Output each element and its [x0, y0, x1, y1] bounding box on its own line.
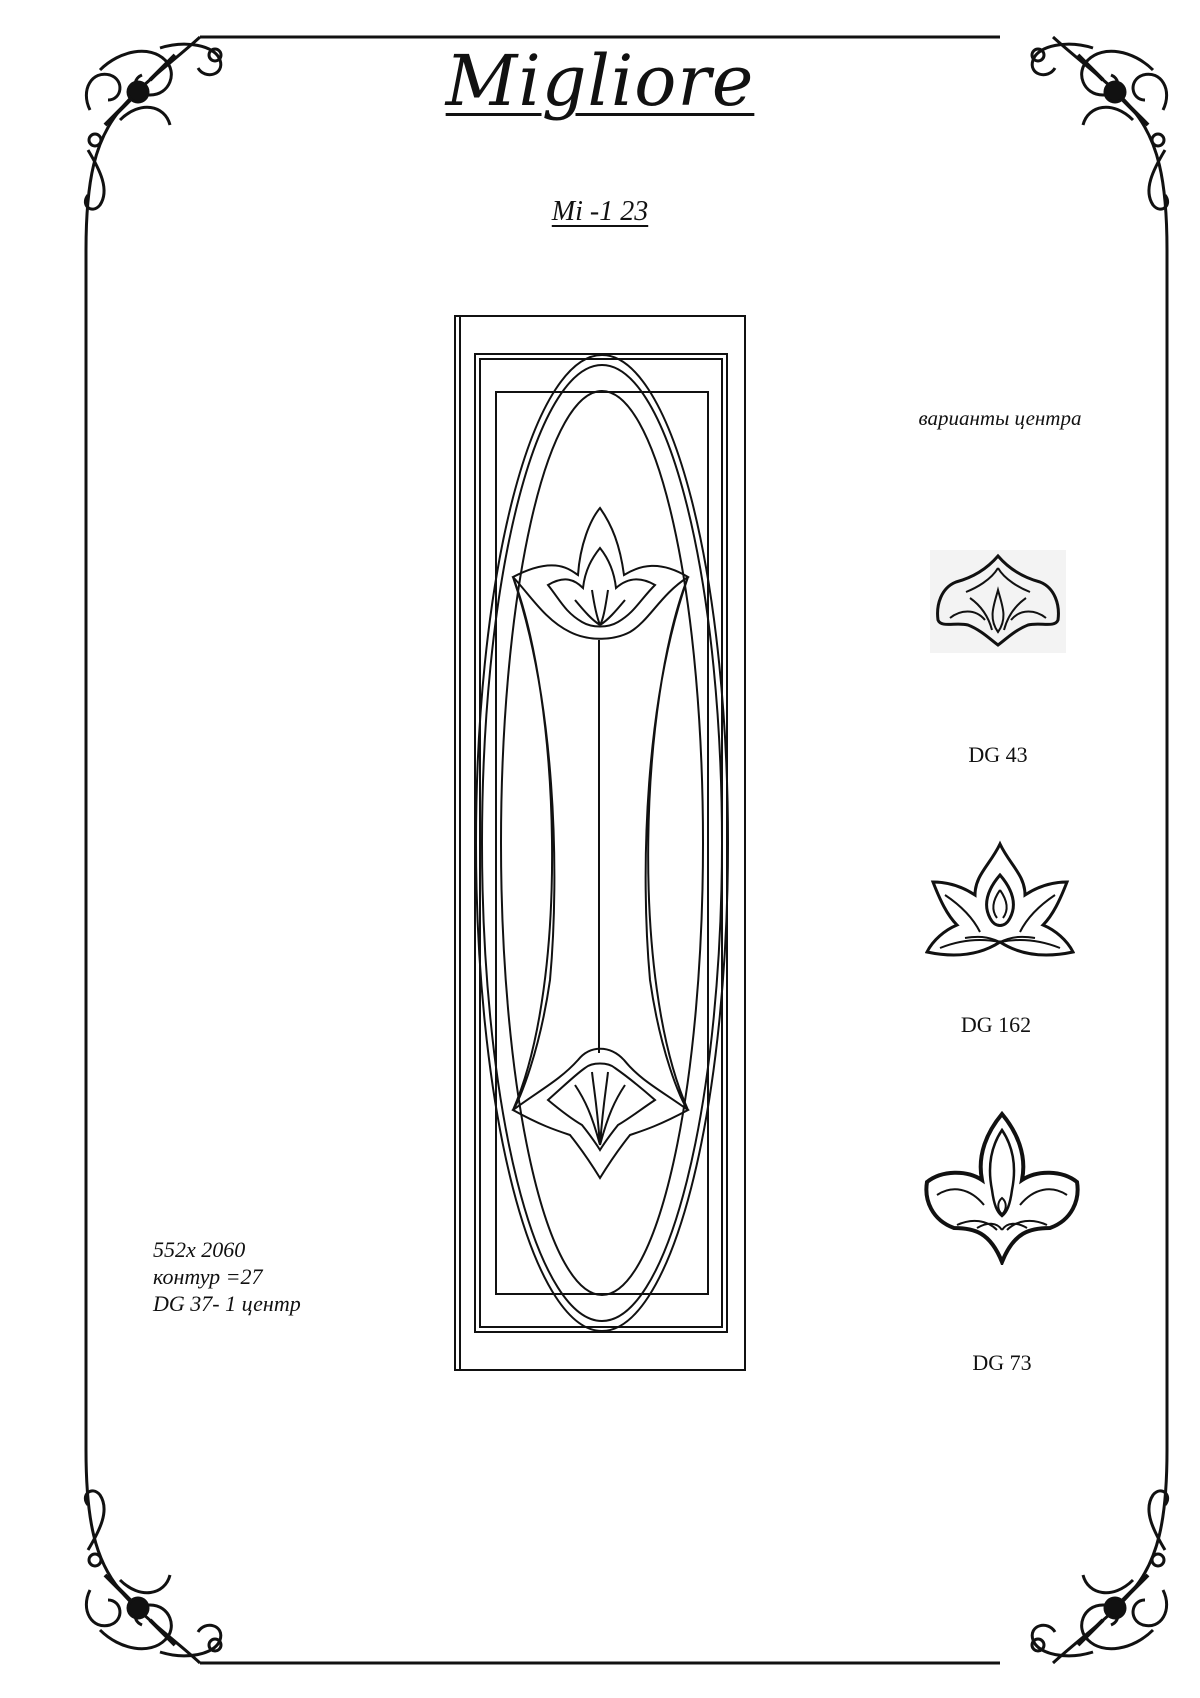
panel-inner-frame: [496, 392, 708, 1294]
ornament-dg162-icon: [925, 840, 1075, 965]
inner-oval: [501, 391, 703, 1295]
left-crescent: [513, 577, 554, 1110]
variants-heading: варианты центра: [918, 406, 1082, 430]
top-tulip-inner: [548, 548, 655, 627]
brand-title: Migliore: [445, 40, 755, 122]
variant-label-dg162: DG 162: [960, 1012, 1032, 1037]
right-crescent: [646, 577, 688, 1110]
model-number: Mi -1 23: [551, 196, 649, 227]
bottom-tulip-outline: [513, 1049, 688, 1178]
outer-oval: [476, 355, 728, 1331]
specs-block: [153, 1236, 301, 1317]
ornament-dg43-icon: [930, 550, 1066, 653]
ornament-dg73-icon: [922, 1110, 1082, 1265]
spec-contour: контур =27: [153, 1264, 263, 1289]
variant-label-dg73: DG 73: [972, 1350, 1032, 1375]
spec-center: DG 37- 1 центр: [153, 1291, 301, 1316]
spec-size: 552x 2060: [153, 1237, 246, 1262]
top-tulip-outline: [513, 508, 688, 639]
variant-label-dg43: DG 43: [968, 742, 1028, 767]
